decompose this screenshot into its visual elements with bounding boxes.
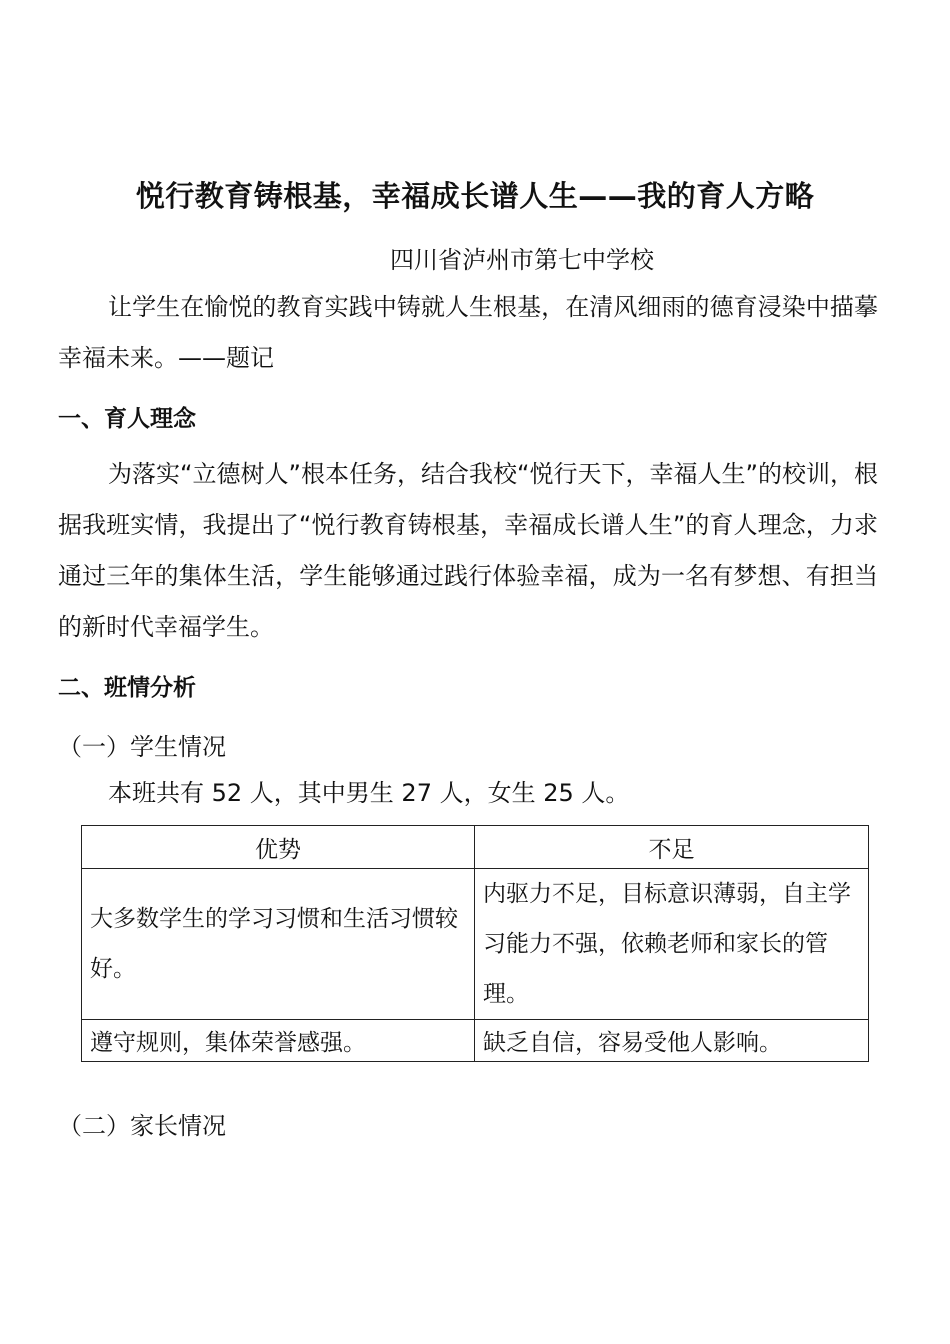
table-header-weaknesses: 不足 [475,826,869,869]
section-heading-philosophy: 一、育人理念 [58,406,196,432]
document-title: 悦行教育铸根基，幸福成长谱人生——我的育人方略 [135,179,815,213]
table-row [82,1020,869,1062]
table-cell [82,1020,475,1062]
table-cell [475,869,869,1020]
table-cell-text: 缺乏自信，容易受他人影响。 [483,1030,782,1056]
table-cell [475,1020,869,1062]
epigraph: 让学生在愉悦的教育实践中铸就人生根基，在清风细雨的德育浸染中描摹幸福未来。——题记 [58,293,878,372]
table-cell-text: 内驱力不足，目标意识薄弱，自主学习能力不强，依赖老师和家长的管理。 [483,881,851,1007]
table-header-row [82,826,869,869]
table-cell [82,869,475,1020]
table-cell-text: 遵守规则，集体荣誉感强。 [90,1030,366,1056]
subheading-parents: （二）家长情况 [58,1112,226,1140]
student-count-paragraph: 本班共有 52 人，其中男生 27 人，女生 25 人。 [108,779,630,807]
table-header-strengths: 优势 [82,826,475,869]
subheading-students: （一）学生情况 [58,733,226,761]
student-analysis-table [81,825,869,1062]
table-row [82,869,869,1020]
section-heading-class-analysis: 二、班情分析 [58,675,196,701]
table-cell-text: 大多数学生的学习习惯和生活习惯较好。 [90,906,458,982]
school-name: 四川省泸州市第七中学校 [390,246,654,274]
philosophy-paragraph: 为落实“立德树人”根本任务，结合我校“悦行天下，幸福人生”的校训，根据我班实情，我提出了“悦行教育铸根基，幸福成长谱人生”的育人理念，力求通过三年的集体生活，学生能够通过践行体验幸福，成为一名有梦想、有担当的新时代幸福学生。 [58,460,878,641]
